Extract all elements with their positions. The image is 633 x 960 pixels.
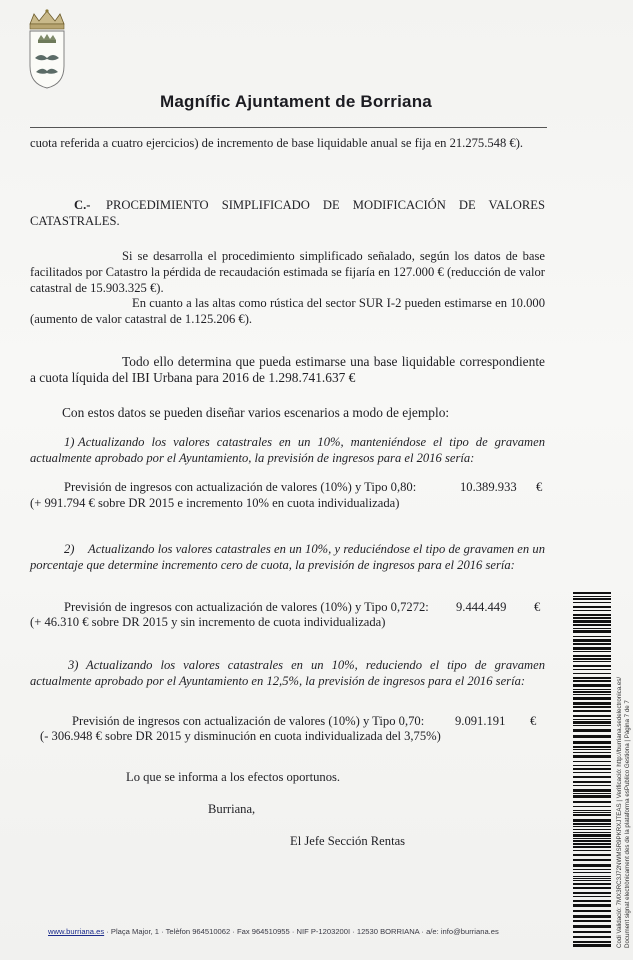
verification-line-2: Document signat electrònicament des de la plataforma esPublico Gestiona | Pàgina 7 de 7 <box>624 700 631 948</box>
paragraph-altas: En cuanto a las altas como rústica del sector SUR I-2 pueden estimarse en 10.000 (aumento de valor catastral de 1.125.206 €). <box>30 296 545 326</box>
scenario-3-number: 3) <box>68 658 79 672</box>
scenario-3-forecast-amount: 9.091.191 <box>455 714 506 728</box>
scenario-2-number: 2) <box>64 542 75 556</box>
paragraph-escenarios: Con estos datos se pueden diseñar varios escenarios a modo de ejemplo: <box>62 405 450 420</box>
scenario-3-forecast-label: Previsión de ingresos con actualización de valores (10%) y Tipo 0,70: <box>72 714 425 728</box>
scenario-2-currency: € <box>534 600 541 614</box>
barcode-icon <box>573 592 611 948</box>
verification-line-1: Codi Validació: 7MX3RC3J72NWMSR9PKRXJTEAS | Verificació: http://burriana.sedelectronica.es/ <box>616 676 623 948</box>
scenario-2-note: (+ 46.310 € sobre DR 2015 y sin incremento de cuota individualizada) <box>30 615 386 629</box>
signature-title: El Jefe Sección Rentas <box>290 834 406 848</box>
scenario-3-currency: € <box>530 714 537 728</box>
scenario-1-forecast-label: Previsión de ingresos con actualización de valores (10%) y Tipo 0,80: <box>64 480 417 494</box>
section-c-number: C.- <box>74 198 91 212</box>
header-divider <box>30 127 547 128</box>
header-title: Magnífic Ajuntament de Borriana <box>160 92 432 111</box>
scenario-2-forecast-label: Previsión de ingresos con actualización de valores (10%) y Tipo 0,7272: <box>64 600 429 614</box>
website-link[interactable]: www.burriana.es <box>48 927 105 936</box>
scenario-1-note: (+ 991.794 € sobre DR 2015 e incremento 10% en cuota individualizada) <box>30 496 400 510</box>
scenario-1-number: 1) <box>64 435 75 449</box>
paragraph-intro: cuota referida a cuatro ejercicios) de incremento de base liquidable anual se fija en 21.275.548 €). <box>30 136 524 150</box>
scenario-2-heading: Actualizando los valores catastrales en un 10%, y reduciéndose el tipo de gravamen en un porcentaje que determine incremento cero de cuota, la previsión de ingresos para el 2016 sería: <box>30 542 545 572</box>
footer-address: · Plaça Major, 1 · Telèfon 964510062 · Fax 964510955 · NIF P-1203200I · 12530 BORRIANA · a/e: info@burriana.es <box>104 927 499 936</box>
scenario-3-note: (- 306.948 € sobre DR 2015 y disminución en cuota individualizada del 3,75%) <box>40 729 441 743</box>
footer <box>48 927 499 936</box>
signing-place: Burriana, <box>208 802 256 816</box>
scenario-1-forecast-amount: 10.389.933 <box>460 480 517 494</box>
paragraph-base-liquidable: Todo ello determina que pueda estimarse una base liquidable correspondiente a cuota líquida del IBI Urbana para 2016 de 1.298.741.637 € <box>30 354 545 385</box>
paragraph-simplified: Si se desarrolla el procedimiento simplificado señalado, según los datos de base facilitados por Catastro la pérdida de recaudación estimada se fijaría en 127.000 € (reducción de valor catastral de 15.903.325 €). <box>30 249 545 295</box>
closing-statement: Lo que se informa a los efectos oportunos. <box>126 770 341 784</box>
scenario-1-currency: € <box>536 480 543 494</box>
scenario-2-forecast-amount: 9.444.449 <box>456 600 507 614</box>
section-c-title: PROCEDIMIENTO SIMPLIFICADO DE MODIFICACIÓN DE VALORES CATASTRALES. <box>30 198 545 228</box>
scenario-3-heading: Actualizando los valores catastrales en un 10%, reduciendo el tipo de gravamen actualmente aprobado por el Ayuntamiento en 12,5%, la previsión de ingresos para el 2016 sería: <box>30 658 545 688</box>
verification-stamp <box>616 677 632 948</box>
scenario-1-heading: Actualizando los valores catastrales en un 10%, manteniéndose el tipo de gravamen actualmente aprobado por el Ayuntamiento, la previsión de ingresos para el 2016 sería: <box>30 435 545 465</box>
coat-of-arms-icon <box>22 8 72 90</box>
